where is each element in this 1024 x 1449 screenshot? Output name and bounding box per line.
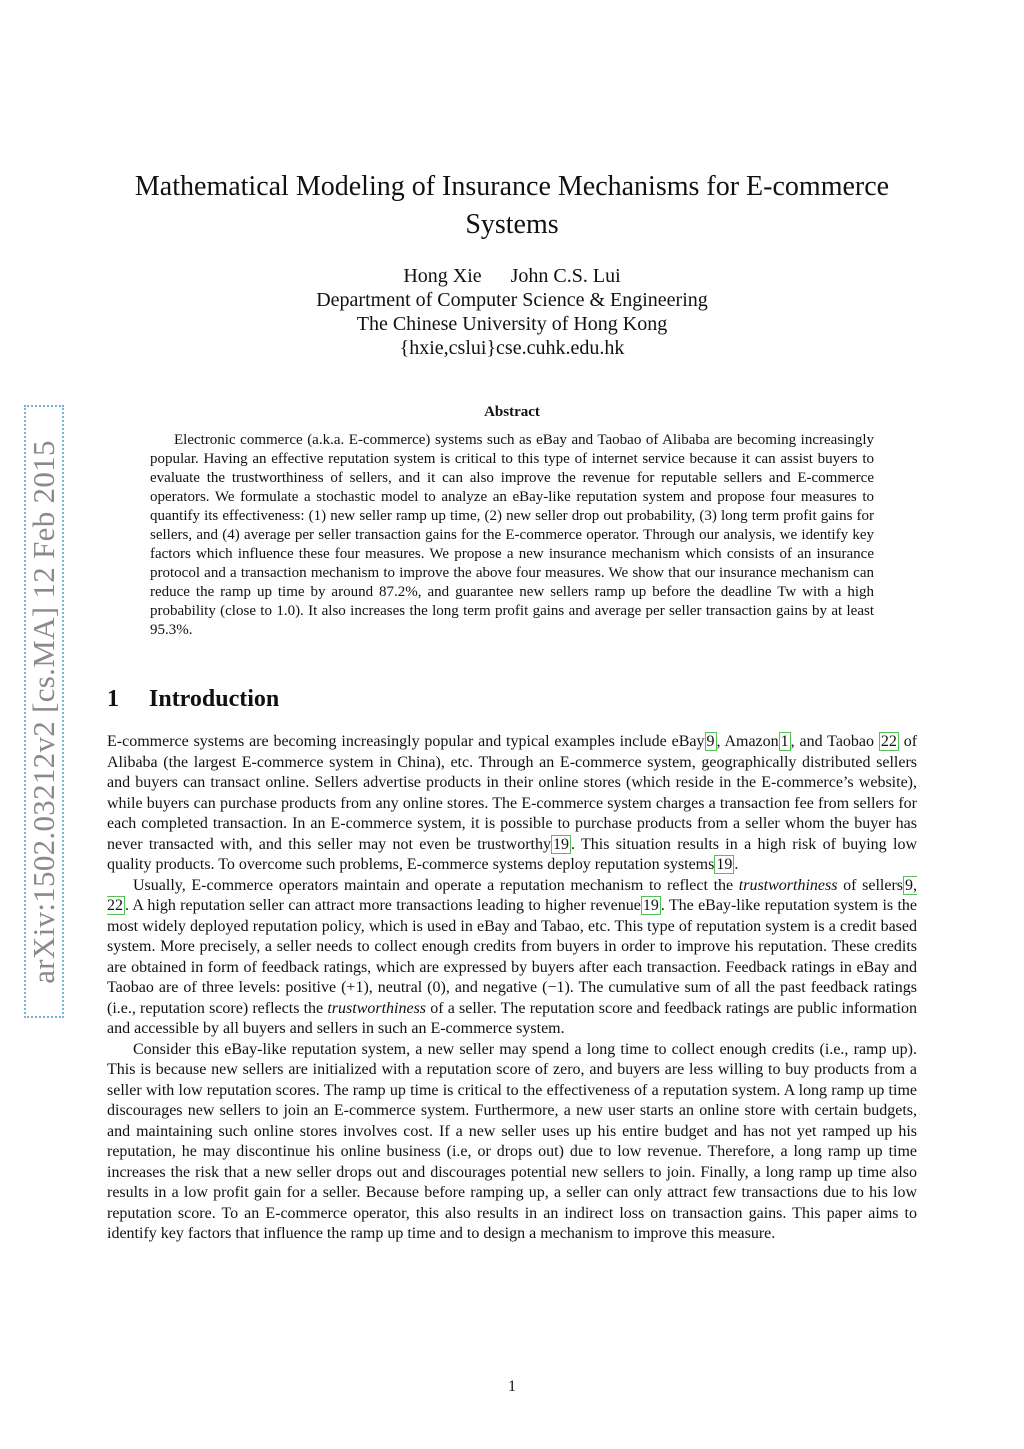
author-email: {hxie,cslui}cse.cuhk.edu.hk <box>399 337 625 359</box>
paragraph: Consider this eBay-like reputation system, a new seller may spend a long time to collect enough credits (i.e., ramp up). This is because new sellers are initialized with a reputation score of zero, and buyers are less willing to buy products from a seller with low reputation scores. The ramp up time is critical to the effectiveness of a reputation system. A long ramp up time discourages new sellers to join an E-commerce system. Furthermore, a new user starts an online store with certain budgets, and maintaining such online stores involves cost. If a new seller uses up his entire budget and has not yet ramped up his reputation, he may discontinue his online business (i.e, or drops out) due to low revenue. Therefore, a long ramp up time increases the risk that a new seller drops out and discourages potential new sellers to join. Finally, a long ramp up time also results in a low profit gain for a seller. Because before ramping up, a seller can only attract few transactions due to his low reputation score. To an E-commerce operator, this also results in an indirect loss on transaction gains. This paper aims to identify key factors that influence the ramp up time and to design a mechanism to improve this measure. <box>107 1040 917 1242</box>
section-body <box>107 732 917 1245</box>
page-number: 1 <box>508 1378 516 1395</box>
paper-title: Mathematical Modeling of Insurance Mechanisms for E-commerce Systems <box>134 171 890 240</box>
author-department: Department of Computer Science & Engineering <box>316 289 708 311</box>
author-names <box>110 264 914 288</box>
citation-link[interactable]: 9 <box>706 733 715 750</box>
citation-link[interactable]: 1 <box>780 733 789 750</box>
paragraph: E-commerce systems are becoming increasingly popular and typical examples include eBay 9 , Amazon 1 , and Taobao 22 of Alibaba (the largest E-commerce system in China), etc. Through an E-commerce system, geographically distributed sellers and buyers can transact online. Sellers advertise products in their online stores (which reside in the E-commerce’s website), while buyers can purchase products from any online stores. The E-commerce system charges a transaction fee from sellers for each completed transaction. In an E-commerce system, it is possible to purchase products from a seller whom the buyer has never transacted with, and this seller may not even be trustworthy 19 . This situation results in a high risk of buying low quality products. To overcome such problems, E-commerce systems deploy reputation systems 19 . <box>107 733 918 873</box>
arxiv-stamp[interactable] <box>24 405 64 1018</box>
author-block <box>110 264 914 360</box>
author-name: John C.S. Lui <box>510 265 621 287</box>
abstract-heading: Abstract <box>484 404 540 420</box>
arxiv-id[interactable]: arXiv:1502.03212v2 [cs.MA] 12 Feb 2015 <box>26 439 61 984</box>
citation-link[interactable]: 19 <box>552 835 569 853</box>
author-name: Hong Xie <box>403 265 482 287</box>
section-title: Introduction <box>149 686 280 712</box>
citation-link[interactable]: 9, 22 <box>107 876 917 914</box>
abstract-text: Electronic commerce (a.k.a. E-commerce) systems such as eBay and Taobao of Alibaba are becoming increasingly popular. Having an effective reputation system is critical to this type of internet service because it can assist buyers to evaluate the trustworthiness of sellers, and it can also improve the revenue for reputable sellers and E-commerce operators. We formulate a stochastic model to analyze an eBay-like reputation system and propose four measures to quantify its effectiveness: (1) new seller ramp up time, (2) new seller drop out probability, (3) long term profit gains for sellers, and (4) average per seller transaction gains for the E-commerce operator. Through our analysis, we identify key factors which influence these four measures. We propose a new insurance mechanism which consists of an insurance protocol and a transaction mechanism to improve the above four measures. We show that our insurance mechanism can reduce the ramp up time by around 87.2%, and guarantee new sellers ramp up before the deadline Tw with a high probability (close to 1.0). It also increases the long term profit gains and average per seller transaction gains by at least 95.3%. <box>150 432 874 638</box>
citation-link[interactable]: 22 <box>880 733 897 750</box>
citation-link[interactable]: 19 <box>716 856 733 873</box>
paragraph: Usually, E-commerce operators maintain and operate a reputation mechanism to reflect the trustworthiness of sellers 9, 22 . A high reputation seller can attract more transactions leading to higher revenue 19 . The eBay-like reputation system is the most widely deployed reputation policy, which is used in eBay and Tabao, etc. This type of reputation system is a credit based system. More precisely, a seller needs to collect enough credits from buyers in order to improve his reputation. These credits are obtained in form of feedback ratings, which are expressed by buyers after each transaction. Feedback ratings in eBay and Taobao are of three levels: positive (+1), neutral (0), and negative (−1). The cumulative sum of all the past feedback ratings (i.e., reputation score) reflects the trustworthiness of a seller. The reputation score and feedback ratings are public information and accessible by all buyers and sellers in such an E-commerce system. <box>107 876 918 1037</box>
section-number: 1 <box>107 686 119 712</box>
section-heading <box>107 686 917 713</box>
citation-link[interactable]: 19 <box>642 897 659 914</box>
author-university: The Chinese University of Hong Kong <box>356 313 668 335</box>
